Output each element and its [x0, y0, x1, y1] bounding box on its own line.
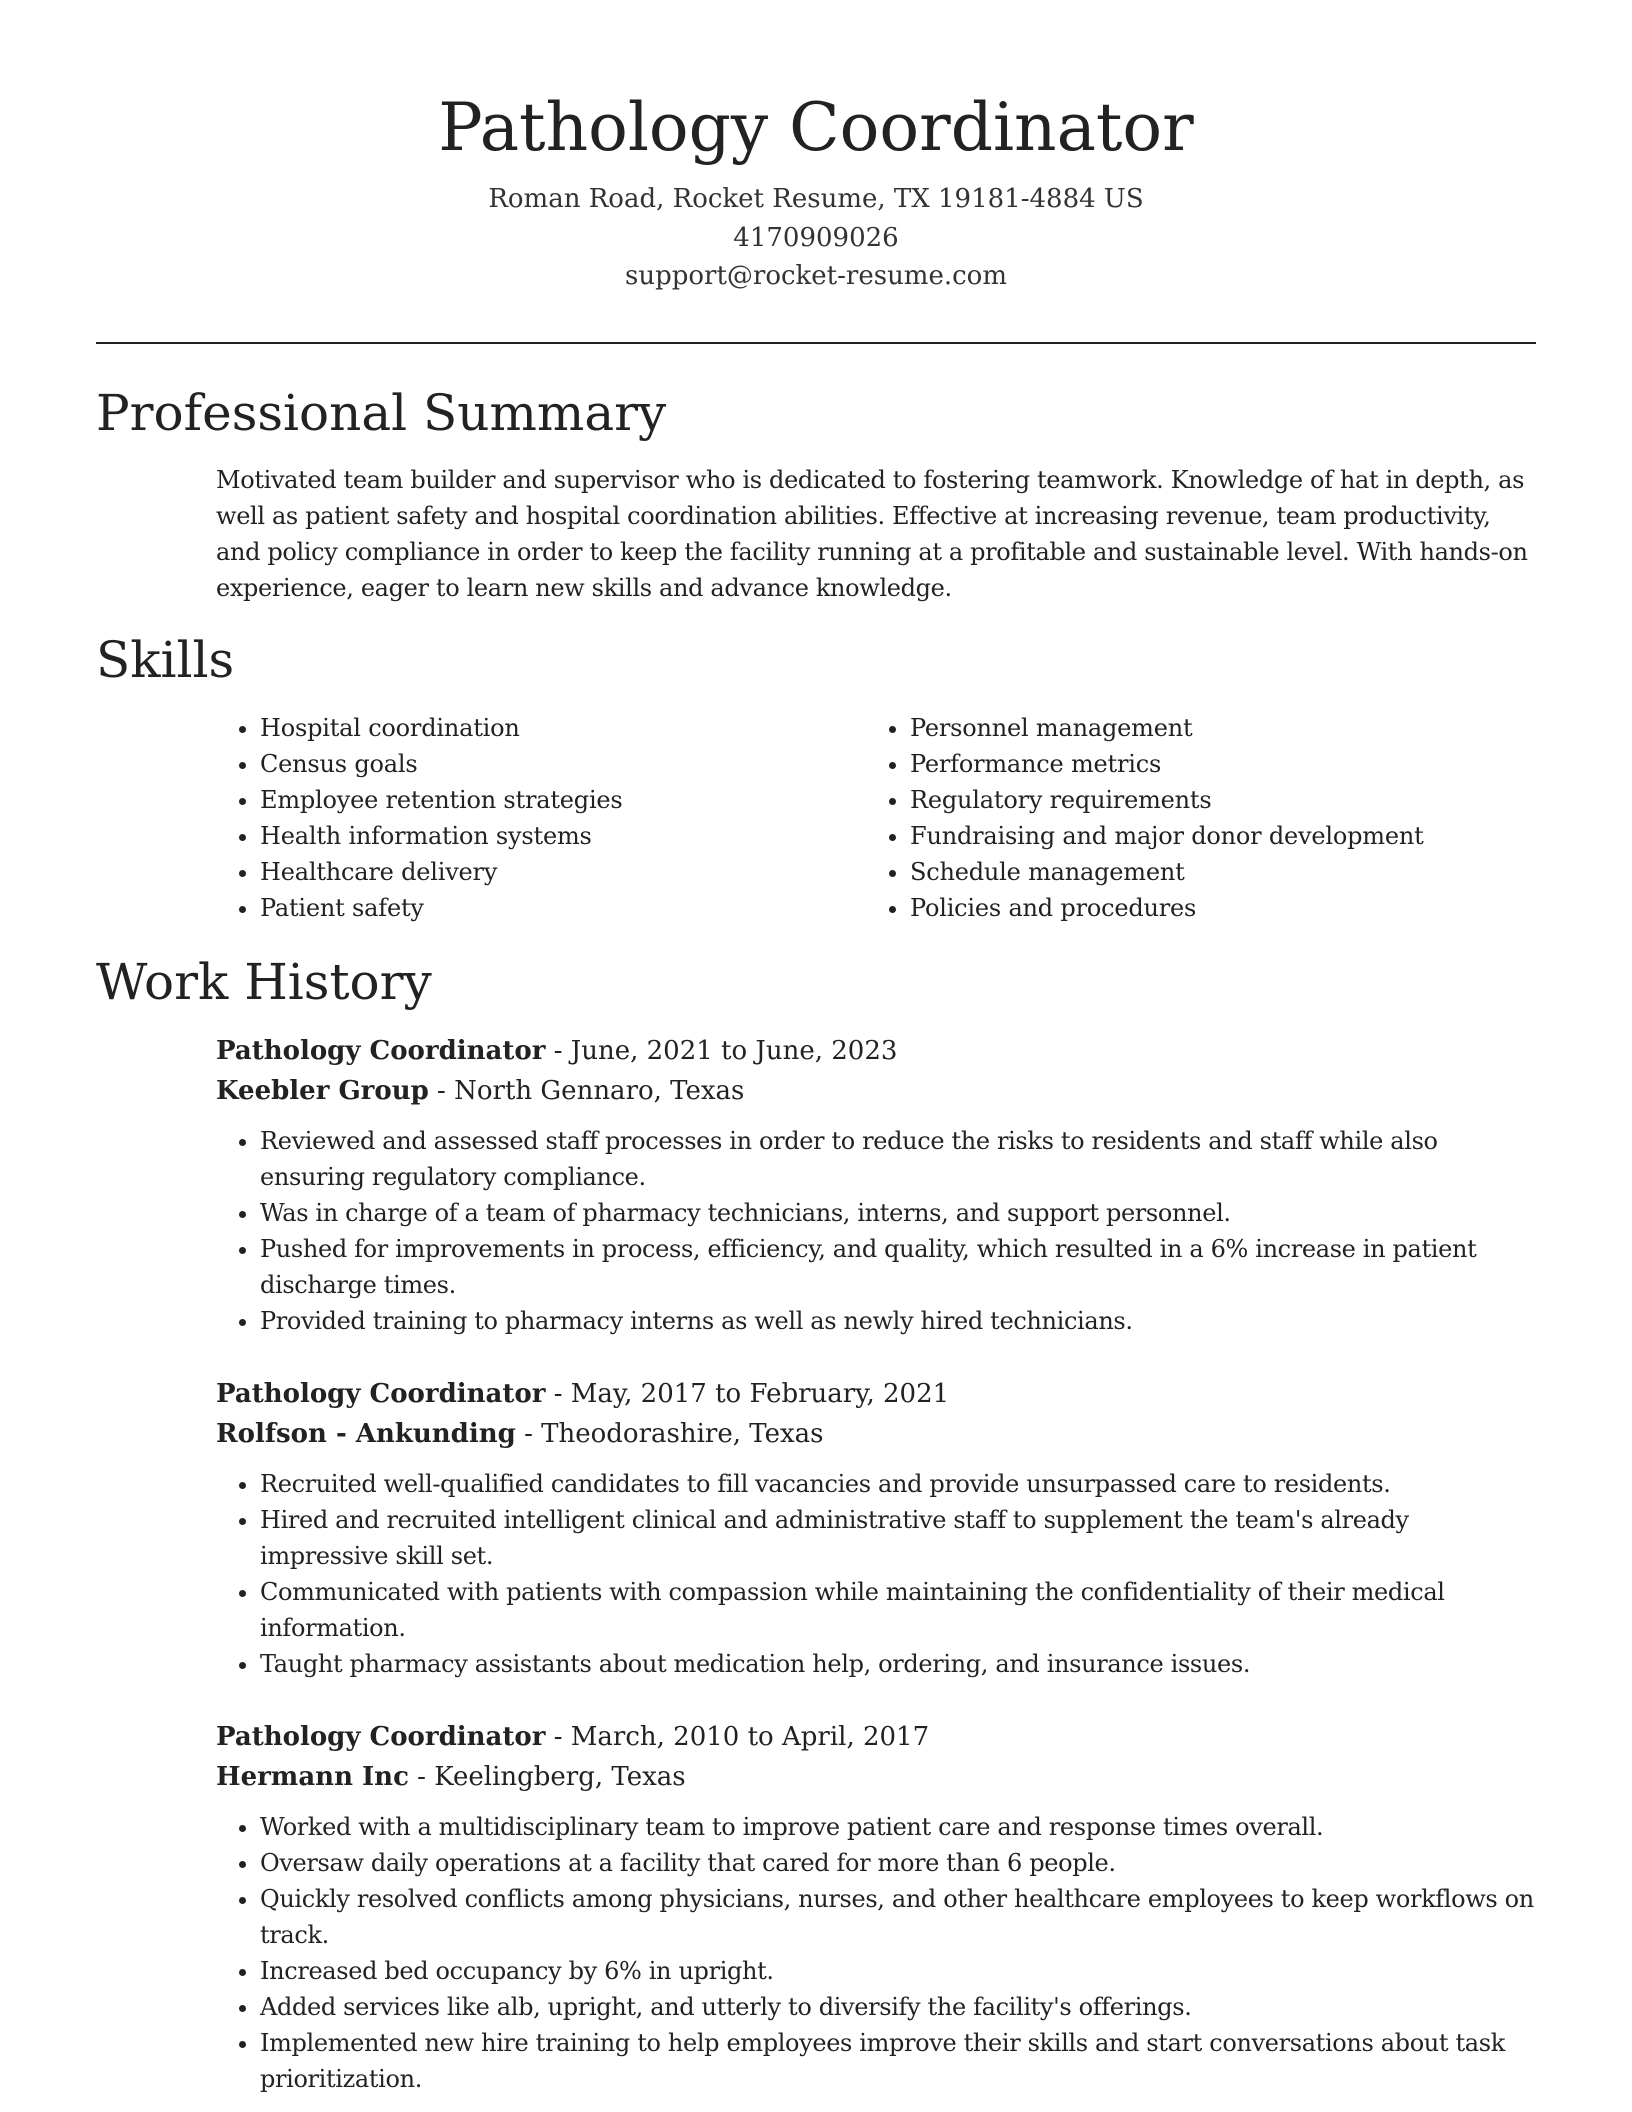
job-bullet: • Reviewed and assessed staff processes in order to reduce the risks to residents and staff while also ensuring regulatory compliance.	[260, 1123, 1538, 1195]
job-bullet: • Implemented new hire training to help employees improve their skills and start conversations about task prioritization.	[260, 2025, 1538, 2097]
skills-list-right	[866, 710, 1570, 926]
skill-item: • Personnel management	[910, 710, 1570, 746]
job-title: Pathology Coordinator	[216, 1036, 546, 1066]
job-title-line: Pathology Coordinator - May, 2017 to February, 2021	[216, 1379, 950, 1409]
skill-item: • Fundraising and major donor development	[910, 818, 1570, 854]
section-title-summary: Professional Summary	[96, 384, 667, 442]
contact-email: support@rocket-resume.com	[624, 261, 1007, 291]
skill-item: • Policies and procedures	[910, 890, 1570, 926]
job-bullet: • Worked with a multidisciplinary team to improve patient care and response times overall.	[260, 1809, 1538, 1845]
skill-item: • Census goals	[260, 746, 860, 782]
job-title: Pathology Coordinator	[216, 1722, 546, 1752]
job-bullet: • Hired and recruited intelligent clinical and administrative staff to supplement the team's already impressive skill set.	[260, 1502, 1538, 1574]
resume-header	[96, 78, 1536, 296]
job-bullet: • Increased bed occupancy by 6% in upright.	[260, 1953, 1538, 1989]
job-location: Theodorashire, Texas	[541, 1419, 824, 1449]
job-bullet: • Provided training to pharmacy interns as well as newly hired technicians.	[260, 1303, 1538, 1339]
job-bullet: • Communicated with patients with compassion while maintaining the confidentiality of their medical information.	[260, 1574, 1538, 1646]
contact-phone: 4170909026	[733, 222, 899, 253]
job-company: Hermann Inc	[216, 1762, 409, 1792]
section-title-skills: Skills	[96, 631, 235, 689]
job-title-line: Pathology Coordinator - June, 2021 to June, 2023	[216, 1036, 898, 1066]
job-location: North Gennaro, Texas	[454, 1076, 745, 1106]
job-location: Keelingberg, Texas	[434, 1762, 686, 1792]
skill-item: • Schedule management	[910, 854, 1570, 890]
job-entry	[216, 1031, 1538, 1339]
skill-item: • Performance metrics	[910, 746, 1570, 782]
section-title-work-history: Work History	[96, 953, 432, 1011]
job-company: Keebler Group	[216, 1076, 429, 1106]
job-bullets	[216, 1809, 1538, 2097]
skill-item: • Regulatory requirements	[910, 782, 1570, 818]
job-bullets	[216, 1123, 1538, 1339]
job-title-line: Pathology Coordinator - March, 2010 to April, 2017	[216, 1722, 930, 1752]
skill-item: • Healthcare delivery	[260, 854, 860, 890]
job-dates: May, 2017 to February, 2021	[570, 1379, 950, 1409]
skill-item: • Hospital coordination	[260, 710, 860, 746]
job-dates: March, 2010 to April, 2017	[570, 1722, 930, 1752]
job-title: Pathology Coordinator	[216, 1379, 546, 1409]
job-bullets	[216, 1466, 1538, 1682]
job-bullet: • Oversaw daily operations at a facility that cared for more than 6 people.	[260, 1845, 1538, 1881]
skill-item: • Employee retention strategies	[260, 782, 860, 818]
job-bullet: • Recruited well-qualified candidates to fill vacancies and provide unsurpassed care to residents.	[260, 1466, 1538, 1502]
header-divider	[96, 342, 1536, 344]
job-bullet: • Pushed for improvements in process, efficiency, and quality, which resulted in a 6% increase in patient discharge times.	[260, 1231, 1538, 1303]
skill-item: • Patient safety	[260, 890, 860, 926]
job-bullet: • Quickly resolved conflicts among physicians, nurses, and other healthcare employees to keep workflows on track.	[260, 1881, 1538, 1953]
job-company-line: Keebler Group - North Gennaro, Texas	[216, 1076, 745, 1106]
job-bullet: • Added services like alb, upright, and utterly to diversify the facility's offerings.	[260, 1989, 1538, 2025]
job-bullet: • Taught pharmacy assistants about medication help, ordering, and insurance issues.	[260, 1646, 1538, 1682]
job-company-line: Hermann Inc - Keelingberg, Texas	[216, 1762, 686, 1792]
candidate-name: Pathology Coordinator	[438, 89, 1194, 166]
job-company: Rolfson - Ankunding	[216, 1419, 516, 1449]
contact-address: Roman Road, Rocket Resume, TX 19181-4884 US	[488, 184, 1144, 214]
job-entry	[216, 1374, 1538, 1682]
skill-item: • Health information systems	[260, 818, 860, 854]
job-entry	[216, 1717, 1538, 2097]
skills-list-left	[216, 710, 860, 926]
job-bullet: • Was in charge of a team of pharmacy technicians, interns, and support personnel.	[260, 1195, 1538, 1231]
summary-text: Motivated team builder and supervisor who is dedicated to fostering teamwork. Knowledge of hat in depth, as well as patient safety and hospital coordination abilities. Effective at increasing revenue, team productivity, and policy compliance in order to keep the facility running at a profitable and sustainable level. With hands-on experience, eager to learn new skills and advance knowledge.	[216, 466, 1528, 602]
job-company-line: Rolfson - Ankunding - Theodorashire, Texas	[216, 1419, 824, 1449]
job-dates: June, 2021 to June, 2023	[570, 1036, 898, 1066]
